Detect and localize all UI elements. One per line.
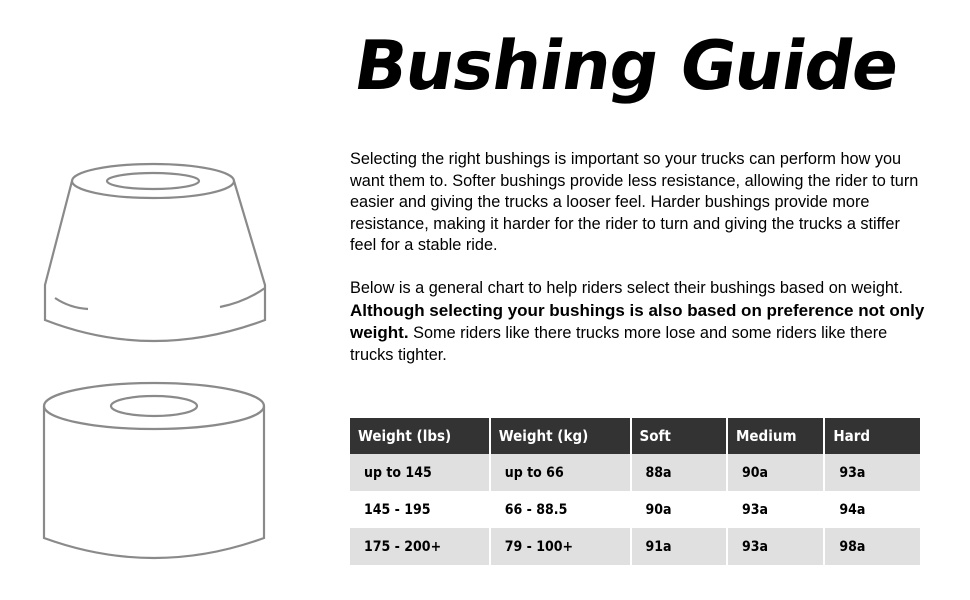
chart-intro-text: Below is a general chart to help riders select their bushings based on weight. [350, 279, 903, 297]
cell-soft: 90a [632, 491, 728, 528]
cell-weight-lbs: 145 - 195 [350, 491, 491, 528]
cell-weight-lbs: 175 - 200+ [350, 528, 491, 565]
barrel-bushing-icon [44, 383, 264, 558]
bushings-illustration [30, 150, 290, 580]
cell-soft: 88a [632, 454, 728, 491]
cell-medium: 90a [728, 454, 825, 491]
table-row [350, 454, 920, 491]
bushing-chart-table [350, 418, 920, 565]
cell-hard: 94a [825, 491, 920, 528]
chart-intro-emphasis: Although selecting your bushings is also based on preference not only weight. [350, 300, 925, 342]
table-header-row [350, 418, 920, 454]
chart-intro-paragraph [350, 278, 925, 366]
cell-hard: 93a [825, 454, 920, 491]
cell-soft: 91a [632, 528, 728, 565]
cell-weight-kg: 66 - 88.5 [491, 491, 632, 528]
table-row [350, 528, 920, 565]
header-weight-lbs: Weight (lbs) [350, 418, 491, 454]
cell-medium: 93a [728, 491, 825, 528]
intro-paragraph: Selecting the right bushings is important so your trucks can perform how you want them to. Softer bushings provide less resistance, allowing the rider to turn easier and giving the trucks a looser feel. Harder bushings provide more resistance, making it harder for the rider to turn and giving the trucks a stiffer feel for a stable ride. [350, 150, 919, 254]
header-hard: Hard [825, 418, 920, 454]
chart-intro-text-end: Some riders like there trucks more lose and some riders like there trucks tighter. [350, 324, 888, 364]
table-row [350, 491, 920, 528]
header-medium: Medium [728, 418, 825, 454]
cell-weight-lbs: up to 145 [350, 454, 491, 491]
cone-bushing-icon [45, 164, 265, 341]
header-soft: Soft [632, 418, 728, 454]
cell-weight-kg: 79 - 100+ [491, 528, 632, 565]
cell-hard: 98a [825, 528, 920, 565]
cell-weight-kg: up to 66 [491, 454, 632, 491]
page-title: Bushing Guide [348, 27, 904, 106]
header-weight-kg: Weight (kg) [491, 418, 632, 454]
cell-medium: 93a [728, 528, 825, 565]
